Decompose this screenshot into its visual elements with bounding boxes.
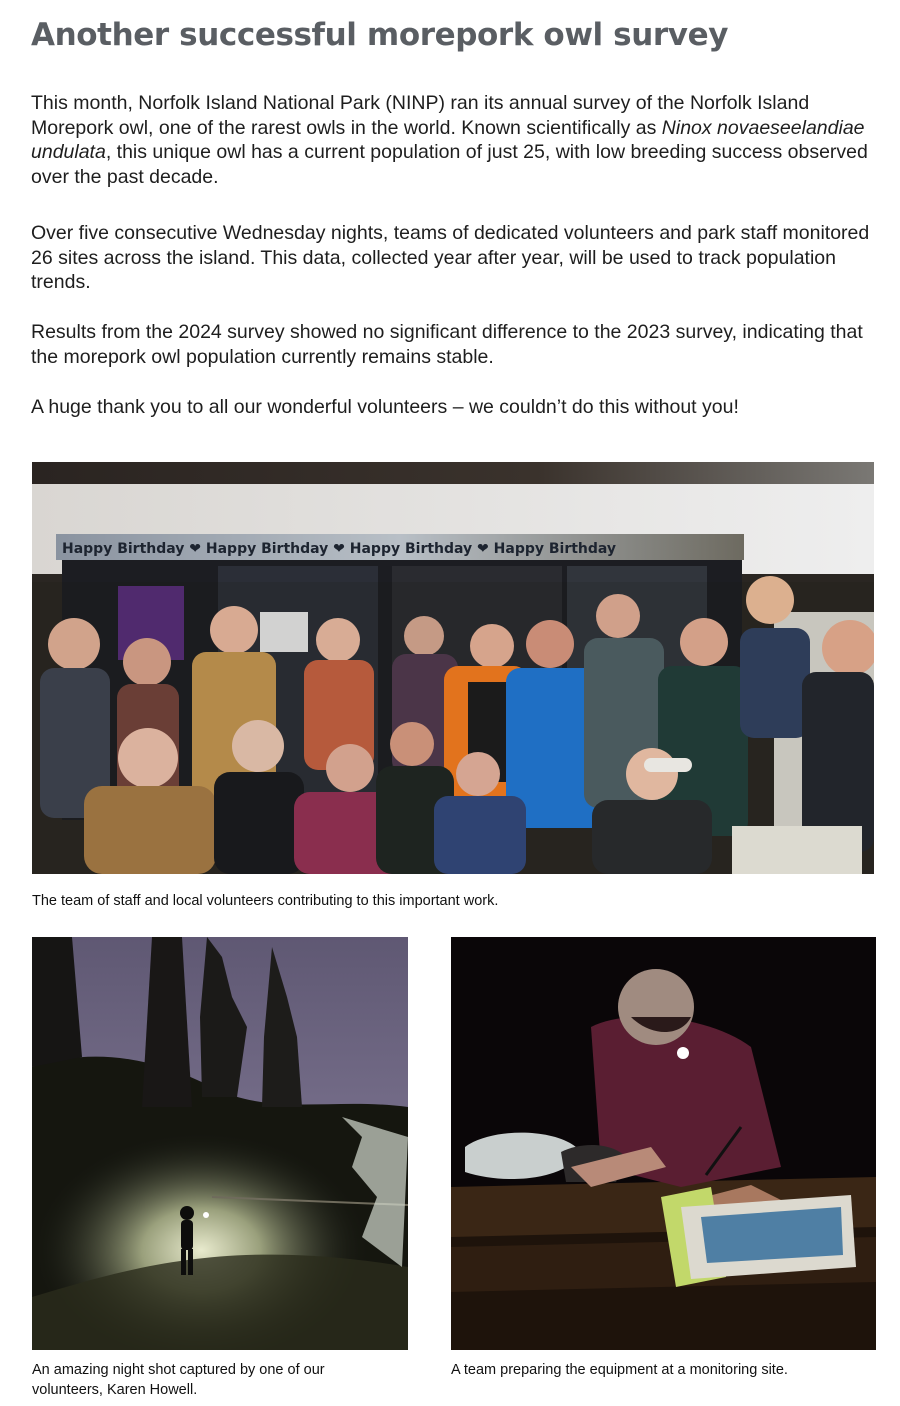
intro-text-start: This month, Norfolk Island National Park (NINP) ran its annual survey of the Norfolk Island Morepork owl, one of the rarest owls in the world. Known scientifically as <box>31 92 810 139</box>
equipment-photo-caption: A team preparing the equipment at a monitoring site. <box>451 1362 788 1378</box>
intro-text-end: , this unique owl has a current population of just 25, with low breeding success observed over the past decade. <box>31 141 868 188</box>
birthday-banner-text: Happy Birthday ❤ Happy Birthday ❤ Happy Birthday ❤ Happy Birthday <box>62 541 617 557</box>
paragraph-results: Results from the 2024 survey showed no significant difference to the 2023 survey, indicating that the morepork owl population currently remains stable. <box>31 321 863 368</box>
article-title: Another successful morepork owl survey <box>31 17 729 53</box>
paragraph-intro <box>31 91 881 189</box>
paragraph-thanks: A huge thank you to all our wonderful volunteers – we couldn’t do this without you! <box>31 396 739 418</box>
paragraph-method: Over five consecutive Wednesday nights, teams of dedicated volunteers and park staff monitored 26 sites across the island. This data, collected year after year, will be used to track population trends. <box>31 222 870 293</box>
team-photo <box>32 462 874 874</box>
scientific-name: Ninox novaeseelandiae undulata <box>31 116 865 163</box>
night-photo <box>32 937 408 1350</box>
team-photo-caption: The team of staff and local volunteers contributing to this important work. <box>32 893 499 909</box>
equipment-photo <box>451 937 876 1350</box>
night-photo-caption: An amazing night shot captured by one of our volunteers, Karen Howell. <box>32 1362 325 1398</box>
